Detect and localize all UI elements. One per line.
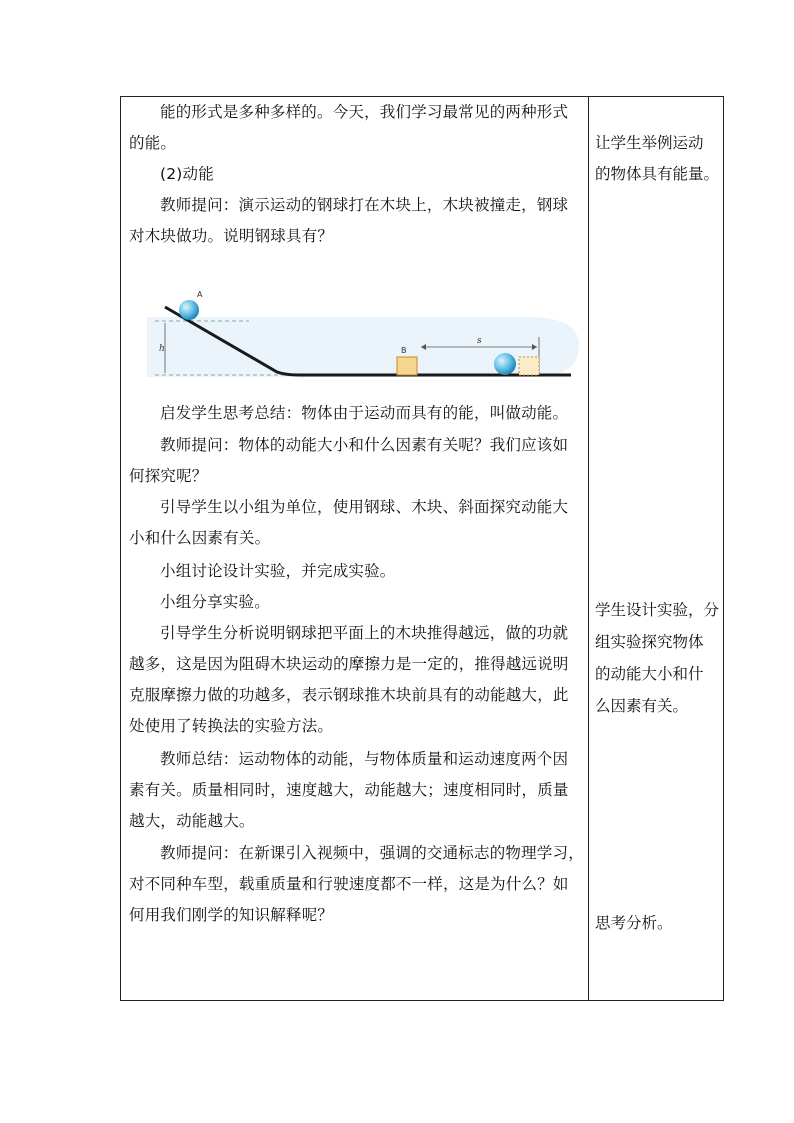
text-line: 的能。 [129,134,177,152]
text-line: 引导学生分析说明钢球把平面上的木块推得越远，做的功就 [160,624,569,642]
wooden-block-b [397,357,417,375]
text-line: 教师提问：演示运动的钢球打在木块上，木块被撞走，钢球 [160,196,569,214]
distance-label: s [477,336,482,346]
block-b-label: B [401,346,407,355]
text-line: 思考分析。 [595,914,673,932]
text-line: 处使用了转换法的实验方法。 [129,717,334,735]
text-line: 小和什么因素有关。 [129,529,271,547]
text-line: 对木块做功。说明钢球具有？ [129,227,334,245]
text-line: 能的形式是多种多样的。今天，我们学习最常见的两种形式 [160,103,569,121]
text-line: 对不同种车型，载重质量和行驶速度都不一样，这是为什么？如 [129,875,569,893]
text-line: 素有关。质量相同时，速度越大，动能越大；速度相同时，质量 [129,781,569,799]
steel-ball-end [494,353,516,375]
text-line: 越多，这是因为阻碍木块运动的摩擦力是一定的，推得越远说明 [129,655,569,673]
text-line: 让学生举例运动 [595,134,704,152]
text-line: 么因素有关。 [595,697,689,715]
text-line: 何探究呢？ [129,467,208,485]
ball-a-label: A [197,290,203,299]
text-line: 引导学生以小组为单位，使用钢球、木块、斜面探究动能大 [160,498,569,516]
text-line: 的物体具有能量。 [595,165,720,183]
height-label: h [159,344,165,354]
text-line: 组实验探究物体 [595,633,704,651]
text-line: (2)动能 [160,165,214,183]
text-line: 教师提问：在新课引入视频中，强调的交通标志的物理学习， [160,844,584,862]
text-line: 启发学生思考总结：物体由于运动而具有的能，叫做动能。 [160,404,569,422]
text-line: 教师提问：物体的动能大小和什么因素有关呢？我们应该如 [160,436,569,454]
text-line: 的动能大小和什 [595,665,704,683]
text-line: 何用我们刚学的知识解释呢？ [129,906,334,924]
text-line: 越大，动能越大。 [129,812,255,830]
column-divider [588,97,589,1000]
steel-ball-a [179,300,199,320]
kinetic-energy-diagram [139,290,579,385]
text-line: 学生设计实验，分 [595,601,720,619]
lesson-table [120,96,724,1001]
text-line: 小组分享实验。 [160,593,270,611]
text-line: 小组讨论设计实验，并完成实验。 [160,562,396,580]
block-moved-position [519,357,539,375]
text-line: 克服摩擦力做的功越多，表示钢球推木块前具有的动能越大，此 [129,686,569,704]
text-line: 教师总结：运动物体的动能，与物体质量和运动速度两个因 [160,750,569,768]
